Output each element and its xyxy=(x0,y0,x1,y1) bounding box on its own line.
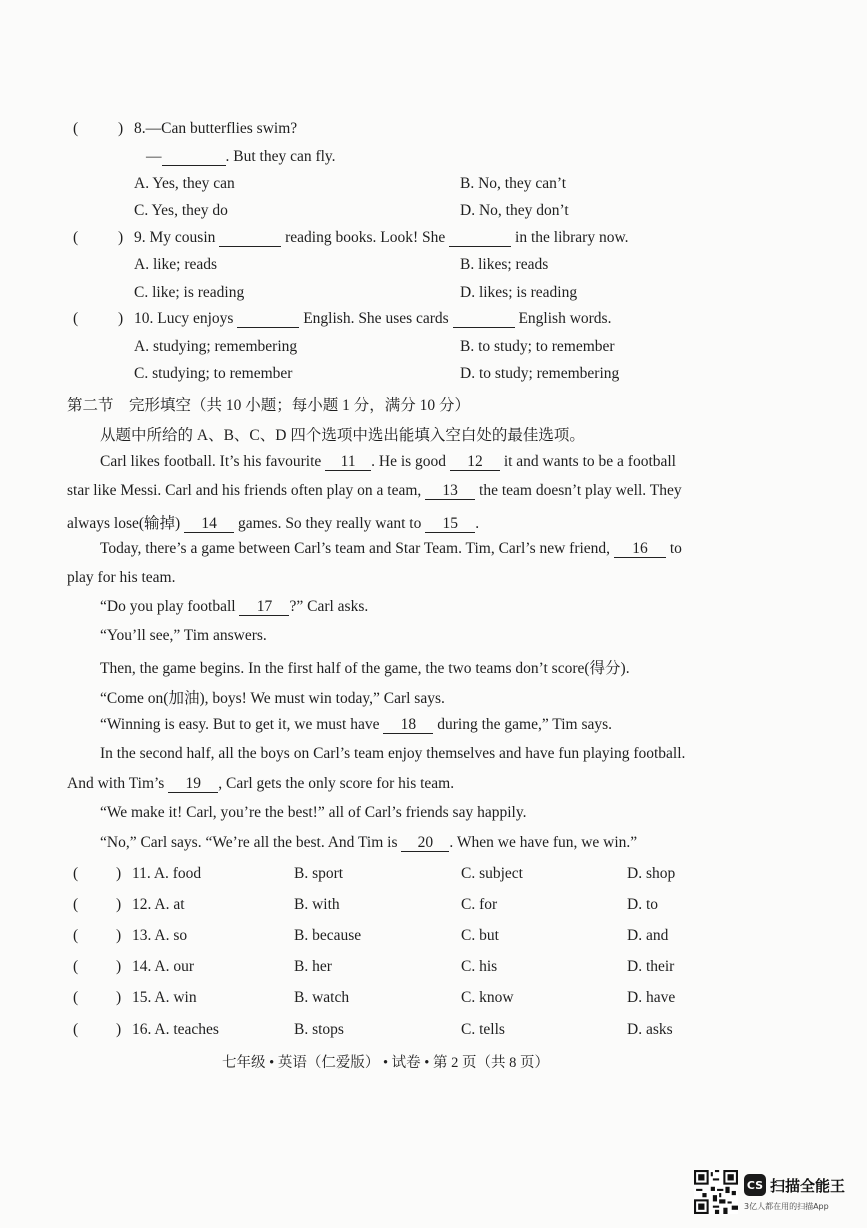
option-a: 11. A. food xyxy=(132,865,202,882)
passage-line: “Come on(加油), boys! We must win today,” Carl says. xyxy=(100,690,445,707)
option-d: D. their xyxy=(627,958,675,975)
section-instruction: 从题中所给的 A、B、C、D 四个选项中选出能填入空白处的最佳选项。 xyxy=(100,427,585,444)
question-stem xyxy=(134,229,629,247)
answer-paren-close: ) xyxy=(116,865,122,882)
qr-code-icon xyxy=(694,1170,738,1214)
stem-text: 10. Lucy enjoys xyxy=(134,310,234,327)
option-b: B. because xyxy=(294,927,362,944)
passage-line xyxy=(100,834,637,852)
cloze-blank: 11 xyxy=(325,454,371,471)
option-b: B. sport xyxy=(294,865,344,882)
brand-tagline: 3亿人都在用的扫描App xyxy=(744,1202,829,1211)
option-d: D. and xyxy=(627,927,669,944)
stem-text: 9. My cousin xyxy=(134,229,216,246)
option-c: C. studying; to remember xyxy=(134,365,293,382)
passage-text: to xyxy=(669,540,682,557)
option-c: C. his xyxy=(461,958,498,975)
passage-line xyxy=(100,598,368,616)
scanner-brand xyxy=(744,1174,845,1196)
option-a: 14. A. our xyxy=(132,958,194,975)
option-b: B. with xyxy=(294,896,340,913)
answer-paren-close: ) xyxy=(118,229,124,246)
passage-line xyxy=(100,453,676,471)
cloze-blank: 19 xyxy=(168,776,218,793)
stem-text: reading books. Look! She xyxy=(285,229,446,246)
option-d: D. No, they don’t xyxy=(460,202,569,219)
cloze-blank: 17 xyxy=(239,599,289,616)
option-d: D. to xyxy=(627,896,658,913)
answer-blank xyxy=(219,230,281,247)
passage-text: it and wants to be a football xyxy=(503,453,676,470)
answer-paren-open: ( xyxy=(73,1021,79,1038)
passage-text: Carl likes football. It’s his favourite xyxy=(100,453,322,470)
option-c: C. Yes, they do xyxy=(134,202,228,219)
answer-paren-open: ( xyxy=(73,310,79,327)
passage-line xyxy=(100,540,682,558)
answer-paren-open: ( xyxy=(73,958,79,975)
option-a: 16. A. teaches xyxy=(132,1021,219,1038)
question-stem xyxy=(134,310,611,328)
passage-text: Today, there’s a game between Carl’s team and Star Team. Tim, Carl’s new friend, xyxy=(100,540,611,557)
passage-line: In the second half, all the boys on Carl’s team enjoy themselves and have fun playing football. xyxy=(100,745,686,762)
option-a: 13. A. so xyxy=(132,927,188,944)
passage-line xyxy=(67,511,479,533)
cloze-blank: 13 xyxy=(425,483,475,500)
camscanner-logo-icon: CS xyxy=(744,1174,766,1196)
cloze-blank: 16 xyxy=(614,541,666,558)
option-d: D. shop xyxy=(627,865,676,882)
answer-blank xyxy=(237,311,299,328)
passage-text: games. So they really want to xyxy=(237,515,422,532)
stem-text: in the library now. xyxy=(515,229,629,246)
answer-paren-close: ) xyxy=(116,958,122,975)
answer-paren-close: ) xyxy=(116,1021,122,1038)
passage-line: “We make it! Carl, you’re the best!” all of Carl’s friends say happily. xyxy=(100,804,527,821)
line-text: . But they can fly. xyxy=(225,148,336,165)
option-b: B. likes; reads xyxy=(460,256,549,273)
option-b: B. her xyxy=(294,958,332,975)
answer-paren-open: ( xyxy=(73,989,79,1006)
option-a: A. like; reads xyxy=(134,256,218,273)
passage-text: And with Tim’s xyxy=(67,775,165,792)
answer-paren-close: ) xyxy=(118,310,124,327)
option-b: B. watch xyxy=(294,989,350,1006)
passage-text: “No,” Carl says. “We’re all the best. And Tim is xyxy=(100,834,398,851)
brand-name: 扫描全能王 xyxy=(770,1176,846,1195)
option-a: 15. A. win xyxy=(132,989,197,1006)
option-c: C. subject xyxy=(461,865,523,882)
passage-text: “Do you play football xyxy=(100,598,236,615)
passage-line: Then, the game begins. In the first half of the game, the two teams don’t score(得分). xyxy=(100,660,630,677)
question-line xyxy=(146,148,336,166)
cloze-blank: 18 xyxy=(383,717,433,734)
section-title: 第二节 完形填空（共 10 小题；每小题 1 分，满分 10 分） xyxy=(67,397,471,414)
answer-paren-open: ( xyxy=(73,120,79,137)
answer-paren-open: ( xyxy=(73,896,79,913)
passage-text: during the game,” Tim says. xyxy=(437,716,613,733)
passage-line: “You’ll see,” Tim answers. xyxy=(100,627,267,644)
option-a: A. studying; remembering xyxy=(134,338,298,355)
answer-blank xyxy=(453,311,515,328)
passage-text: star like Messi. Carl and his friends often play on a team, xyxy=(67,482,422,499)
answer-paren-close: ) xyxy=(116,896,122,913)
cloze-blank: 12 xyxy=(450,454,500,471)
passage-text: always lose(输掉) xyxy=(67,515,181,532)
page-footer: 七年级 • 英语（仁爱版） • 试卷 • 第 2 页（共 8 页） xyxy=(222,1055,549,1071)
answer-paren-open: ( xyxy=(73,927,79,944)
passage-text: , Carl gets the only score for his team. xyxy=(218,775,455,792)
answer-blank xyxy=(162,149,226,166)
option-a: A. Yes, they can xyxy=(134,175,235,192)
passage-line: play for his team. xyxy=(67,569,176,586)
cloze-blank: 14 xyxy=(184,516,234,533)
passage-text: the team doesn’t play well. They xyxy=(479,482,682,499)
option-c: C. tells xyxy=(461,1021,505,1038)
passage-text: “Winning is easy. But to get it, we must have xyxy=(100,716,380,733)
option-d: D. asks xyxy=(627,1021,673,1038)
passage-line xyxy=(100,716,612,734)
question-stem: 8.—Can butterflies swim? xyxy=(134,120,298,137)
option-d: D. to study; remembering xyxy=(460,365,620,382)
answer-paren-open: ( xyxy=(73,865,79,882)
option-d: D. have xyxy=(627,989,676,1006)
option-c: C. for xyxy=(461,896,498,913)
answer-paren-close: ) xyxy=(116,989,122,1006)
passage-line xyxy=(67,775,454,793)
cloze-blank: 15 xyxy=(425,516,475,533)
option-d: D. likes; is reading xyxy=(460,284,578,301)
stem-text: English. She uses cards xyxy=(303,310,449,327)
passage-text: . He is good xyxy=(371,453,447,470)
stem-text: English words. xyxy=(518,310,612,327)
option-b: B. stops xyxy=(294,1021,344,1038)
answer-paren-open: ( xyxy=(73,229,79,246)
option-b: B. to study; to remember xyxy=(460,338,615,355)
passage-line xyxy=(67,482,682,500)
cloze-blank: 20 xyxy=(401,835,449,852)
option-a: 12. A. at xyxy=(132,896,185,913)
answer-paren-close: ) xyxy=(118,120,124,137)
answer-blank xyxy=(449,230,511,247)
option-c: C. like; is reading xyxy=(134,284,245,301)
passage-text: ?” Carl asks. xyxy=(289,598,369,615)
dash: — xyxy=(146,148,162,165)
passage-text: . When we have fun, we win.” xyxy=(449,834,638,851)
option-b: B. No, they can’t xyxy=(460,175,567,192)
option-c: C. but xyxy=(461,927,499,944)
option-c: C. know xyxy=(461,989,514,1006)
passage-text: . xyxy=(475,515,480,532)
answer-paren-close: ) xyxy=(116,927,122,944)
